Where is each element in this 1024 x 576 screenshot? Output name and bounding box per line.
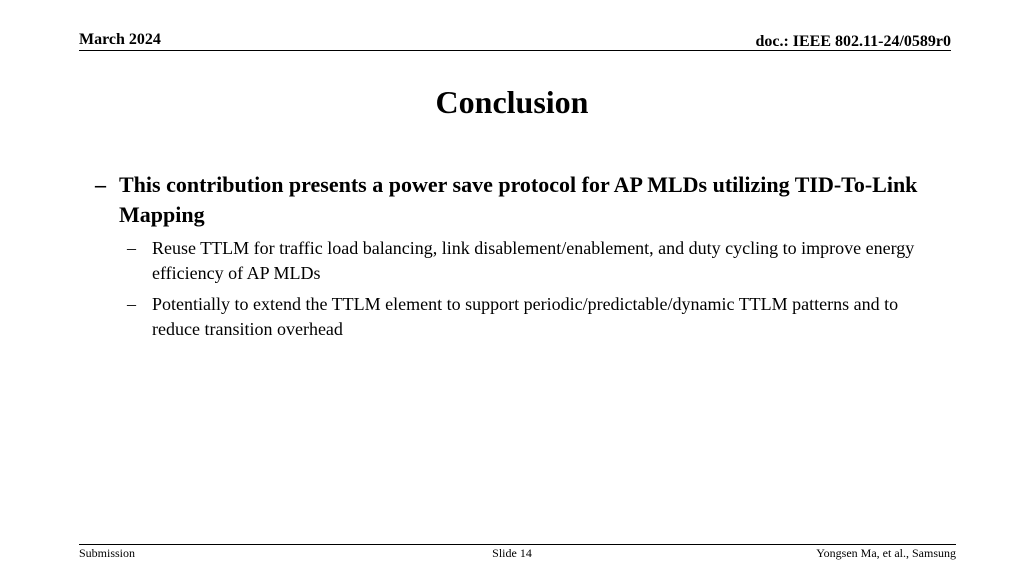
- header-date: March 2024: [79, 31, 161, 48]
- sub-bullet-dash: –: [127, 238, 136, 258]
- footer-authors: Yongsen Ma, et al., Samsung: [816, 546, 956, 560]
- footer-divider: [79, 544, 956, 545]
- bullet-main: [95, 170, 935, 230]
- bullet-dash: –: [95, 172, 106, 197]
- slide-content: [95, 170, 935, 348]
- sub-bullet-dash: –: [127, 294, 136, 314]
- sub-bullet-list: [95, 236, 935, 342]
- sub-bullet-text: Reuse TTLM for traffic load balancing, link disablement/enablement, and duty cycling to improve energy efficiency of AP MLDs: [152, 238, 915, 283]
- header-divider: [79, 50, 951, 51]
- sub-bullet-reuse-ttlm: [127, 236, 935, 286]
- sub-bullet-text: Potentially to extend the TTLM element to support periodic/predictable/dynamic TTLM patterns and to reduce transition overhead: [152, 294, 899, 339]
- bullet-main-text: This contribution presents a power save protocol for AP MLDs utilizing TID-To-Link Mapping: [119, 172, 918, 227]
- header-doc-id: doc.: IEEE 802.11-24/0589r0: [755, 33, 951, 50]
- sub-bullet-extend-ttlm: [127, 292, 935, 342]
- footer-slide-number: Slide 14: [492, 546, 532, 560]
- footer-submission: Submission: [79, 546, 136, 560]
- slide-title: Conclusion: [435, 84, 589, 120]
